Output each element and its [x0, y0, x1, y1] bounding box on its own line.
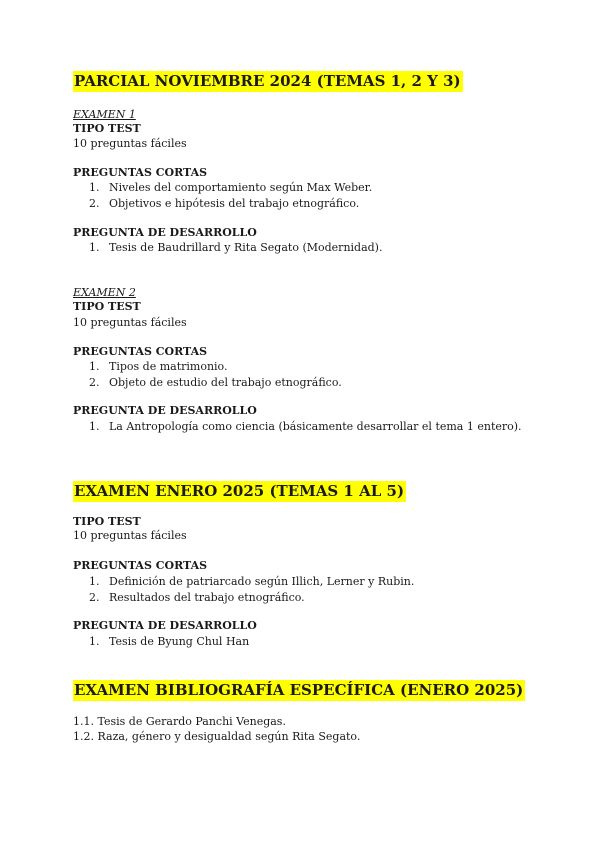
test-heading: TIPO TEST: [73, 515, 141, 528]
list-text: Objetivos e hipótesis del trabajo etnográfico.: [109, 197, 360, 210]
list-item: [89, 359, 227, 374]
test-text: 10 preguntas fáciles: [73, 316, 187, 329]
short-questions-heading: PREGUNTAS CORTAS: [73, 559, 208, 572]
list-number: 1.: [89, 241, 100, 254]
short-questions-heading: PREGUNTAS CORTAS: [73, 345, 208, 358]
bibliography-item: 1.2. Raza, género y desigualdad según Rita Segato.: [73, 730, 361, 743]
test-heading: TIPO TEST: [73, 300, 141, 313]
list-item: [89, 180, 372, 195]
list-item: [89, 240, 382, 255]
list-text: Tesis de Byung Chul Han: [109, 635, 250, 648]
test-heading: TIPO TEST: [73, 122, 141, 135]
section-title-enero: EXAMEN ENERO 2025 (TEMAS 1 AL 5): [74, 482, 405, 500]
list-item: [89, 590, 305, 605]
list-text: La Antropología como ciencia (básicamente desarrollar el tema 1 entero).: [109, 420, 522, 433]
bibliography-item: 1.1. Tesis de Gerardo Panchi Venegas.: [73, 715, 286, 728]
list-text: Tipos de matrimonio.: [109, 360, 228, 373]
list-item: [89, 375, 342, 390]
short-questions-heading: PREGUNTAS CORTAS: [73, 166, 208, 179]
section-title-bibliografia: EXAMEN BIBLIOGRAFÍA ESPECÍFICA (ENERO 2025): [74, 681, 524, 699]
list-item: [89, 419, 522, 434]
essay-question-heading: PREGUNTA DE DESARROLLO: [73, 619, 257, 632]
list-text: Objeto de estudio del trabajo etnográfico.: [109, 376, 342, 389]
list-number: 1.: [89, 181, 100, 194]
exam-label-2: EXAMEN 2: [73, 286, 136, 299]
test-text: 10 preguntas fáciles: [73, 137, 187, 150]
list-item: [89, 196, 359, 211]
list-number: 2.: [89, 376, 100, 389]
essay-question-heading: PREGUNTA DE DESARROLLO: [73, 404, 257, 417]
list-item: [89, 634, 249, 649]
list-number: 1.: [89, 360, 100, 373]
list-number: 1.: [89, 635, 100, 648]
list-number: 2.: [89, 591, 100, 604]
list-number: 1.: [89, 575, 100, 588]
list-number: 2.: [89, 197, 100, 210]
list-text: Resultados del trabajo etnográfico.: [109, 591, 305, 604]
section-title-parcial: PARCIAL NOVIEMBRE 2024 (TEMAS 1, 2 Y 3): [74, 72, 461, 90]
list-text: Definición de patriarcado según Illich, Lerner y Rubin.: [109, 575, 415, 588]
essay-question-heading: PREGUNTA DE DESARROLLO: [73, 226, 257, 239]
exam-label-1: EXAMEN 1: [73, 108, 136, 121]
list-item: [89, 574, 414, 589]
list-text: Tesis de Baudrillard y Rita Segato (Modernidad).: [109, 241, 383, 254]
list-number: 1.: [89, 420, 100, 433]
list-text: Niveles del comportamiento según Max Weber.: [109, 181, 373, 194]
test-text: 10 preguntas fáciles: [73, 529, 187, 542]
